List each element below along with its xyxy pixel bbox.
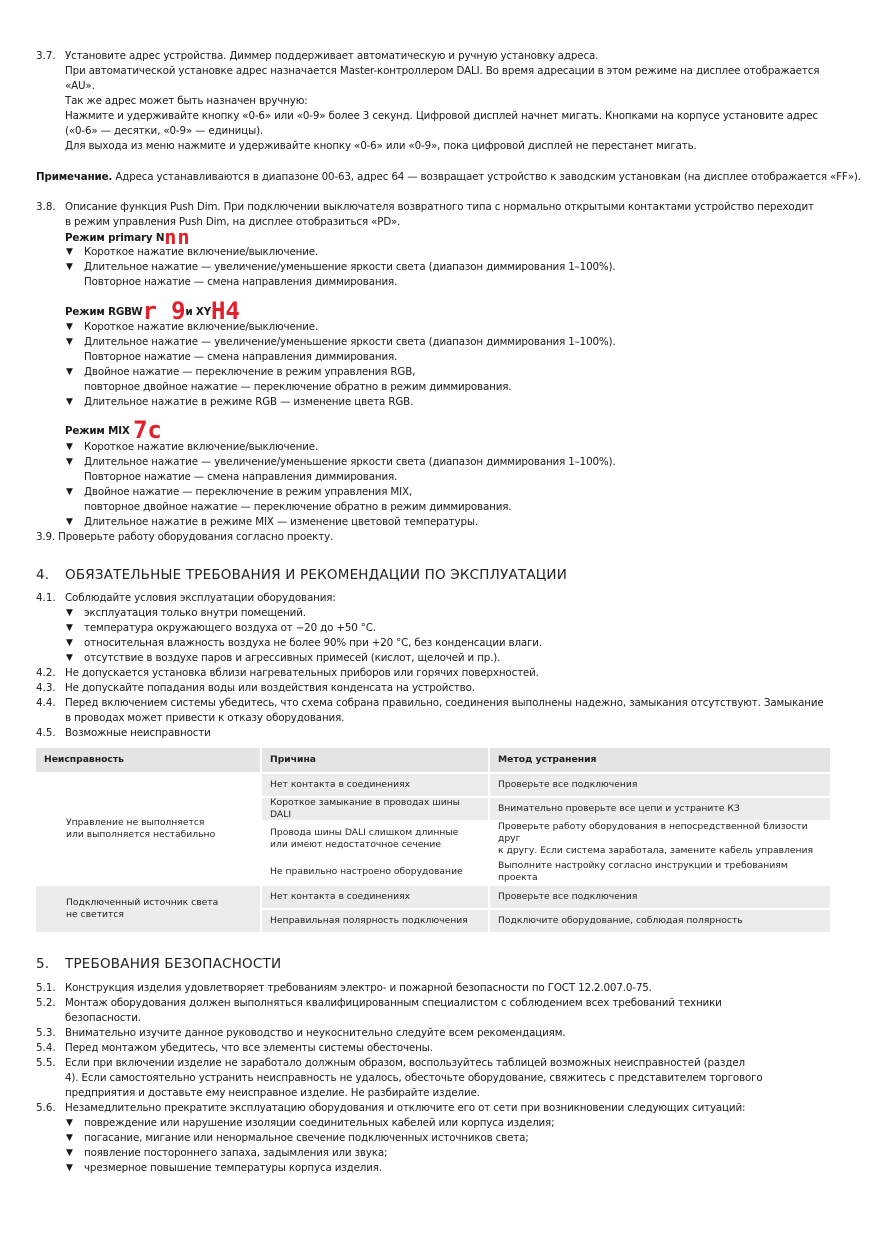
fault-line: Подключенный источник света	[66, 897, 219, 908]
bullet-icon: ▼	[66, 247, 73, 257]
table-cell-cause: Не правильно настроено оборудование	[262, 860, 488, 884]
table-header: Неисправность	[36, 748, 260, 772]
bullet-icon: ▼	[66, 623, 73, 633]
section-title: ОБЯЗАТЕЛЬНЫЕ ТРЕБОВАНИЯ И РЕКОМЕНДАЦИИ ПО ЭКСПЛУАТАЦИИ	[65, 567, 568, 583]
paragraph-line: Не допускайте попадания воды или воздействия конденсата на устройство.	[65, 682, 475, 694]
fix-line: Проверьте работу оборудования в непосредственной близости друг	[498, 821, 808, 844]
bullet-icon: ▼	[66, 442, 73, 452]
section-number: 4.	[36, 567, 50, 583]
list-item: повторное двойное нажатие — переключение обратно в режим диммирования.	[84, 501, 512, 513]
bullet-icon: ▼	[66, 653, 73, 663]
paragraph-line: Описание функция Push Dim. При подключении выключателя возвратного типа с нормально открытыми контактами устройство переходит	[65, 201, 814, 213]
table-cell-cause: Нет контакта в соединениях	[262, 886, 488, 908]
list-item: Длительное нажатие в режиме RGB — изменение цвета RGB.	[84, 396, 414, 408]
bullet-icon: ▼	[66, 262, 73, 272]
table-cell-cause: Нет контакта в соединениях	[262, 774, 488, 796]
mode-label: Режим RGBW	[65, 306, 143, 318]
list-item: повреждение или нарушение изоляции соединительных кабелей или корпуса изделия;	[84, 1117, 555, 1129]
display-glyph: 7c	[133, 416, 162, 444]
section-number: 3.7.	[36, 50, 56, 62]
bullet-icon: ▼	[66, 1118, 73, 1128]
section-number: 4.1.	[36, 592, 56, 604]
section-number: 4.4.	[36, 697, 56, 709]
bullet-icon: ▼	[66, 1133, 73, 1143]
mode-rgbw-heading	[65, 297, 240, 325]
display-glyph: H4	[211, 297, 240, 325]
table-cell-fix: Внимательно проверьте все цепи и устраните КЗ	[490, 798, 830, 820]
table-cell-cause: Неправильная полярность подключения	[262, 910, 488, 932]
section-number: 4.2.	[36, 667, 56, 679]
section-number: 5.5.	[36, 1057, 56, 1069]
bullet-icon: ▼	[66, 1163, 73, 1173]
section-number: 4.5.	[36, 727, 56, 739]
note	[36, 170, 861, 185]
paragraph-line: 4). Если самостоятельно устранить неисправность не удалось, обесточьте оборудование, свяжитесь с представителем торгового	[65, 1072, 763, 1084]
paragraph-line: При автоматической установке адрес назначается Master-контроллером DALI. Во время адресации в этом режиме на дисплее отображается	[65, 65, 820, 77]
section-number: 3.8.	[36, 201, 56, 213]
list-item: Повторное нажатие — смена направления диммирования.	[84, 471, 398, 483]
list-item: Длительное нажатие — увеличение/уменьшение яркости света (диапазон диммирования 1–100%).	[84, 456, 616, 468]
fault-line: Управление не выполняется	[66, 817, 205, 828]
list-item: Длительное нажатие — увеличение/уменьшение яркости света (диапазон диммирования 1–100%).	[84, 261, 616, 273]
paragraph-line: Для выхода из меню нажмите и удерживайте кнопку «0-6» или «0-9», пока цифровой дисплей не перестанет мигать.	[65, 140, 697, 152]
list-item: Повторное нажатие — смена направления диммирования.	[84, 276, 398, 288]
section-number: 5.1.	[36, 982, 56, 994]
paragraph-line: в режим управления Push Dim, на дисплее отобразиться «PD».	[65, 216, 401, 228]
list-item: эксплуатация только внутри помещений.	[84, 607, 306, 619]
paragraph-line: 3.9. Проверьте работу оборудования согласно проекту.	[36, 531, 334, 543]
cause-line: Провода шины DALI слишком длинные	[270, 827, 459, 838]
paragraph-line: Не допускается установка вблизи нагревательных приборов или горячих поверхностей.	[65, 667, 539, 679]
list-item: погасание, мигание или ненормальное свечение подключенных источников света;	[84, 1132, 529, 1144]
list-item: Длительное нажатие — увеличение/уменьшение яркости света (диапазон диммирования 1–100%).	[84, 336, 616, 348]
section-number: 4.3.	[36, 682, 56, 694]
table-header: Причина	[262, 748, 488, 772]
note-text: Адреса устанавливаются в диапазоне 00-63, адрес 64 — возвращает устройство к заводским установкам (на дисплее отображается «FF»).	[112, 171, 861, 183]
bullet-icon: ▼	[66, 517, 73, 527]
paragraph-line: Перед включением системы убедитесь, что схема собрана правильно, соединения выполнены надежно, замыкания отсутствуют. Замыкание	[65, 697, 824, 709]
table-cell-cause	[262, 822, 488, 856]
paragraph-line: Перед монтажом убедитесь, что все элементы системы обесточены.	[65, 1042, 433, 1054]
paragraph-line: в проводах может привести к отказу оборудования.	[65, 712, 345, 724]
section-number: 5.6.	[36, 1102, 56, 1114]
paragraph-line: («0-6» — десятки, «0-9» — единицы).	[65, 125, 264, 137]
table-cell-fault	[36, 886, 260, 932]
bullet-icon: ▼	[66, 322, 73, 332]
paragraph-line: Внимательно изучите данное руководство и неукоснительно следуйте всем рекомендациям.	[65, 1027, 566, 1039]
display-glyph: r 9	[142, 297, 186, 325]
table-cell-fix: Подключите оборудование, соблюдая полярность	[490, 910, 830, 932]
table-cell-cause: Короткое замыкание в проводах шины DALI	[262, 798, 488, 820]
paragraph-line: Конструкция изделия удовлетворяет требованиям электро- и пожарной безопасности по ГОСТ 12.2.007.0-75.	[65, 982, 652, 994]
list-item: Длительное нажатие в режиме MIX — изменение цветовой температуры.	[84, 516, 478, 528]
fault-line: не светится	[66, 909, 124, 920]
bullet-icon: ▼	[66, 638, 73, 648]
table-cell-fix	[490, 822, 830, 856]
section-number: 5.4.	[36, 1042, 56, 1054]
mode-label: Режим MIX	[65, 425, 130, 437]
paragraph-line: Соблюдайте условия эксплуатации оборудования:	[65, 592, 336, 604]
list-item: температура окружающего воздуха от −20 до +50 °С.	[84, 622, 376, 634]
note-label: Примечание.	[36, 171, 113, 183]
paragraph-line: «AU».	[65, 80, 95, 92]
paragraph-line: предприятия и доставьте ему неисправное изделие. Не разбирайте изделие.	[65, 1087, 480, 1099]
paragraph-line: Нажмите и удерживайте кнопку «0-6» или «0-9» более 3 секунд. Цифровой дисплей начнет мигать. Кнопками на корпусе установите адрес	[65, 110, 818, 122]
bullet-icon: ▼	[66, 457, 73, 467]
list-item: Короткое нажатие включение/выключение.	[84, 246, 319, 258]
bullet-icon: ▼	[66, 397, 73, 407]
paragraph-line: безопасности.	[65, 1012, 141, 1024]
list-item: относительная влажность воздуха не более 90% при +20 °C, без конденсации влаги.	[84, 637, 542, 649]
section-number: 5.	[36, 956, 50, 972]
section-number: 5.3.	[36, 1027, 56, 1039]
list-item: Двойное нажатие — переключение в режим управления RGB,	[84, 366, 416, 378]
list-item: отсутствие в воздухе паров и агрессивных примесей (кислот, щелочей и пр.).	[84, 652, 501, 664]
list-item: чрезмерное повышение температуры корпуса изделия.	[84, 1162, 382, 1174]
paragraph-line: Монтаж оборудования должен выполняться квалифицированным специалистом с соблюдением всех требований техники	[65, 997, 722, 1009]
fault-line: или выполняется нестабильно	[66, 829, 216, 840]
paragraph-line: Установите адрес устройства. Диммер поддерживает автоматическую и ручную установку адреса.	[65, 50, 599, 62]
paragraph-line: Незамедлительно прекратите эксплуатацию оборудования и отключите его от сети при возникновении следующих ситуаций:	[65, 1102, 746, 1114]
list-item: появление постороннего запаха, задымления или звука;	[84, 1147, 388, 1159]
table-cell-fault	[36, 774, 260, 884]
paragraph-line: Возможные неисправности	[65, 727, 211, 739]
bullet-icon: ▼	[66, 608, 73, 618]
bullet-icon: ▼	[66, 337, 73, 347]
display-glyph: nn	[164, 225, 191, 249]
mode-label: и XY	[185, 306, 212, 318]
table-header: Метод устранения	[490, 748, 830, 772]
paragraph-line: Так же адрес может быть назначен вручную:	[65, 95, 308, 107]
section-title: ТРЕБОВАНИЯ БЕЗОПАСНОСТИ	[65, 956, 282, 972]
list-item: Повторное нажатие — смена направления диммирования.	[84, 351, 398, 363]
list-item: повторное двойное нажатие — переключение обратно в режим диммирования.	[84, 381, 512, 393]
section-number: 5.2.	[36, 997, 56, 1009]
table-cell-fix: Выполните настройку согласно инструкции и требованиям проекта	[490, 860, 830, 884]
table-cell-fix: Проверьте все подключения	[490, 886, 830, 908]
list-item: Двойное нажатие — переключение в режим управления MIX,	[84, 486, 413, 498]
bullet-icon: ▼	[66, 1148, 73, 1158]
bullet-icon: ▼	[66, 487, 73, 497]
fix-line: к другу. Если система заработала, замените кабель управления	[498, 845, 814, 856]
mode-mix-heading	[65, 416, 162, 444]
list-item: Короткое нажатие включение/выключение.	[84, 321, 319, 333]
table-cell-fix: Проверьте все подключения	[490, 774, 830, 796]
list-item: Короткое нажатие включение/выключение.	[84, 441, 319, 453]
bullet-icon: ▼	[66, 367, 73, 377]
cause-line: или имеют недостаточное сечение	[270, 839, 441, 850]
paragraph-line: Если при включении изделие не заработало должным образом, воспользуйтесь таблицей возможных неисправностей (раздел	[65, 1057, 745, 1069]
mode-label: Режим primary N	[65, 232, 165, 244]
